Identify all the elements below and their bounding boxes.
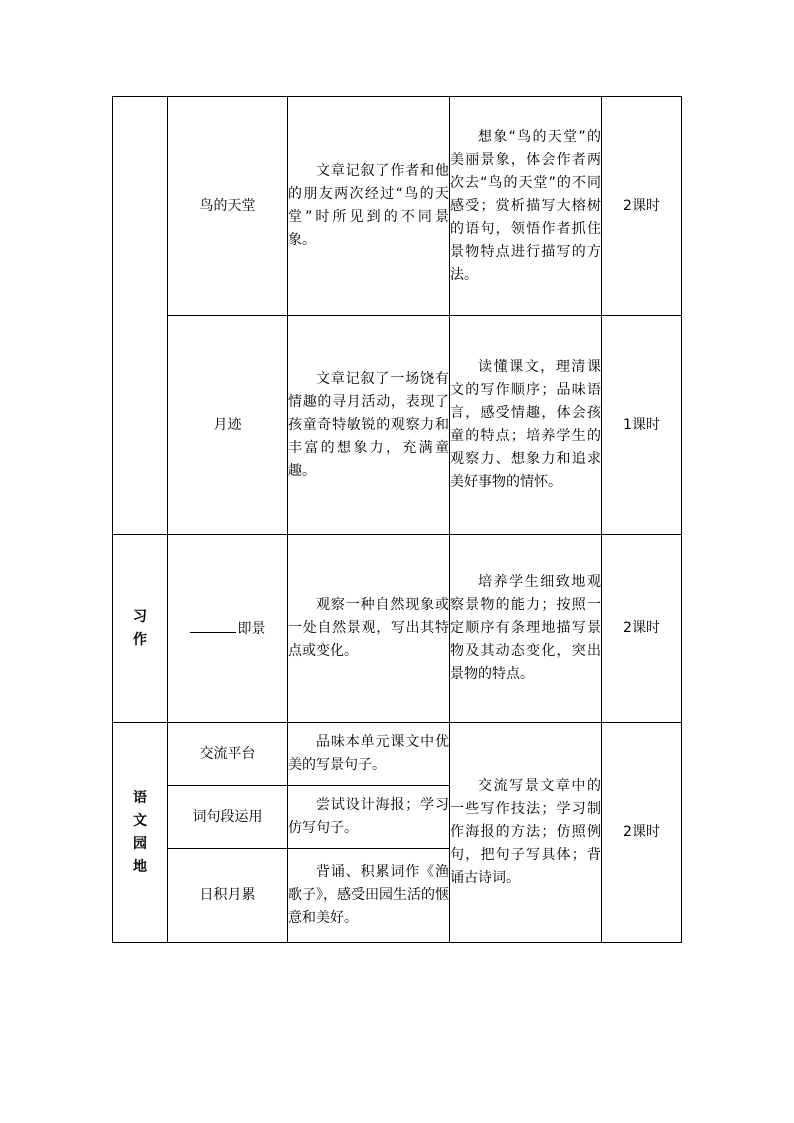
lesson-title: 鸟的天堂 <box>168 97 288 316</box>
lesson-title: 词句段运用 <box>168 786 288 849</box>
lesson-summary: 文章记叙了作者和他的朋友两次经过“鸟的天堂”时所见到的不同景象。 <box>288 97 450 316</box>
lesson-objective: 想象“鸟的天堂”的美丽景象，体会作者两次去“鸟的天堂”的不同感受；赏析描写大榕树的语句，领悟作者抓住景物特点进行描写的方法。 <box>450 97 602 316</box>
lesson-summary: 背诵、积累词作《渔歌子》，感受田园生活的惬意和美好。 <box>288 849 450 943</box>
table-row <box>113 723 682 786</box>
lesson-hours: 2课时 <box>602 97 682 316</box>
lesson-objective: 培养学生细致地观察景物的能力；按照一定顺序有条理地描写景物及其动态变化，突出景物的特点。 <box>450 535 602 723</box>
section-cell-empty <box>113 97 168 535</box>
table-row <box>113 535 682 723</box>
section-char: 园 <box>133 835 147 852</box>
lesson-summary: 文章记叙了一场饶有情趣的寻月活动，表现了孩童奇特敏锐的观察力和丰富的想象力，充满童趣。 <box>288 316 450 535</box>
table-row <box>113 97 682 316</box>
lesson-hours: 2课时 <box>602 535 682 723</box>
lesson-hours: 2课时 <box>602 723 682 943</box>
lesson-title: 月迹 <box>168 316 288 535</box>
section-char: 习 <box>133 608 147 625</box>
lesson-title: 交流平台 <box>168 723 288 786</box>
lesson-plan-table <box>112 96 682 943</box>
lesson-title <box>168 535 288 723</box>
lesson-title-suffix: 即景 <box>237 620 266 637</box>
section-label-xizuo <box>113 535 168 723</box>
lesson-objective: 交流写景文章中的一些写作技法；学习制作海报的方法；仿照例句，把句子写具体；背诵古诗词。 <box>450 723 602 943</box>
table-row <box>113 316 682 535</box>
section-char: 语 <box>133 789 147 806</box>
lesson-summary: 品味本单元课文中优美的写景句子。 <box>288 723 450 786</box>
lesson-summary: 尝试设计海报；学习仿写句子。 <box>288 786 450 849</box>
section-char: 作 <box>133 631 147 648</box>
section-label-yuwen <box>113 723 168 943</box>
lesson-hours: 1课时 <box>602 316 682 535</box>
lesson-objective: 读懂课文，理清课文的写作顺序；品味语言，感受情趣，体会孩童的特点；培养学生的观察力、想象力和追求美好事物的情怀。 <box>450 316 602 535</box>
lesson-summary: 观察一种自然现象或一处自然景观，写出其特点或变化。 <box>288 535 450 723</box>
section-char: 文 <box>133 812 147 829</box>
lesson-title: 日积月累 <box>168 849 288 943</box>
section-char: 地 <box>133 858 147 875</box>
fill-blank-line <box>190 617 236 633</box>
